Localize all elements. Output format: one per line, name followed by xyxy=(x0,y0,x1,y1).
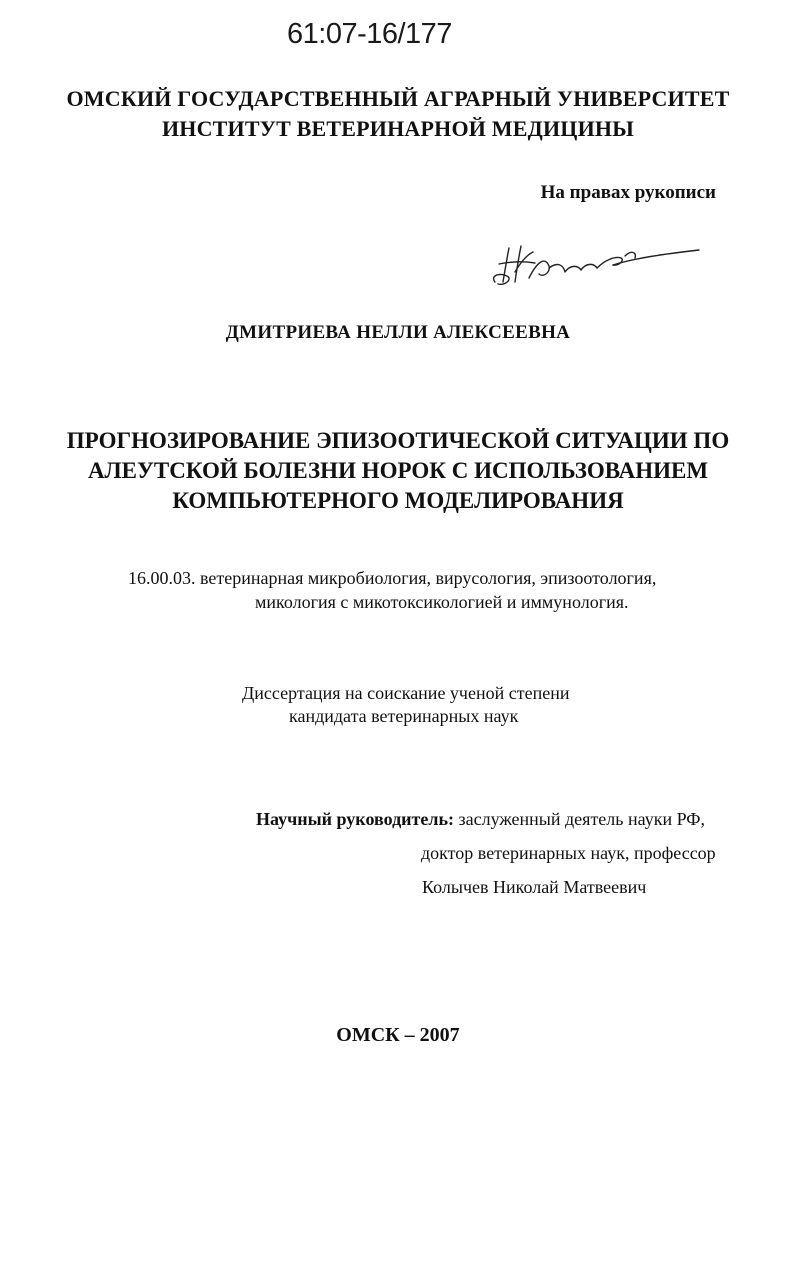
specialty-block xyxy=(128,566,728,614)
supervisor-block xyxy=(256,802,726,904)
university-name: ОМСКИЙ ГОСУДАРСТВЕННЫЙ АГРАРНЫЙ УНИВЕРСИТЕТ xyxy=(66,86,730,111)
supervisor-name: Колычев Николай Матвеевич xyxy=(422,877,647,897)
specialty-line: микология с микотоксикологией и иммунология. xyxy=(255,592,629,612)
handwritten-signature xyxy=(485,232,710,294)
title-line: АЛЕУТСКОЙ БОЛЕЗНИ НОРОК С ИСПОЛЬЗОВАНИЕМ xyxy=(87,458,709,483)
dissertation-degree xyxy=(242,682,569,728)
degree-line: Диссертация на соискание ученой степени xyxy=(242,683,570,703)
title-line: ПРОГНОЗИРОВАНИЕ ЭПИЗООТИЧЕСКОЙ СИТУАЦИИ ПО xyxy=(66,428,730,453)
dissertation-title xyxy=(40,426,756,516)
supervisor-label: Научный руководитель: xyxy=(256,809,454,829)
supervisor-first-line xyxy=(256,802,726,836)
institution-header xyxy=(0,84,796,144)
archive-code: 61:07-16/177 xyxy=(287,18,452,50)
supervisor-degree: доктор ветеринарных наук, профессор xyxy=(421,843,716,863)
author-name: ДМИТРИЕВА НЕЛЛИ АЛЕКСЕЕВНА xyxy=(225,322,571,343)
title-line: КОМПЬЮТЕРНОГО МОДЕЛИРОВАНИЯ xyxy=(172,488,624,513)
manuscript-rights: На правах рукописи xyxy=(540,182,716,203)
institute-name: ИНСТИТУТ ВЕТЕРИНАРНОЙ МЕДИЦИНЫ xyxy=(161,116,635,141)
supervisor-title: заслуженный деятель науки РФ, xyxy=(458,809,705,829)
degree-line: кандидата ветеринарных наук xyxy=(289,706,519,726)
city-year: ОМСК – 2007 xyxy=(336,1024,460,1046)
specialty-line: 16.00.03. ветеринарная микробиология, вирусология, эпизоотология, xyxy=(128,568,657,588)
